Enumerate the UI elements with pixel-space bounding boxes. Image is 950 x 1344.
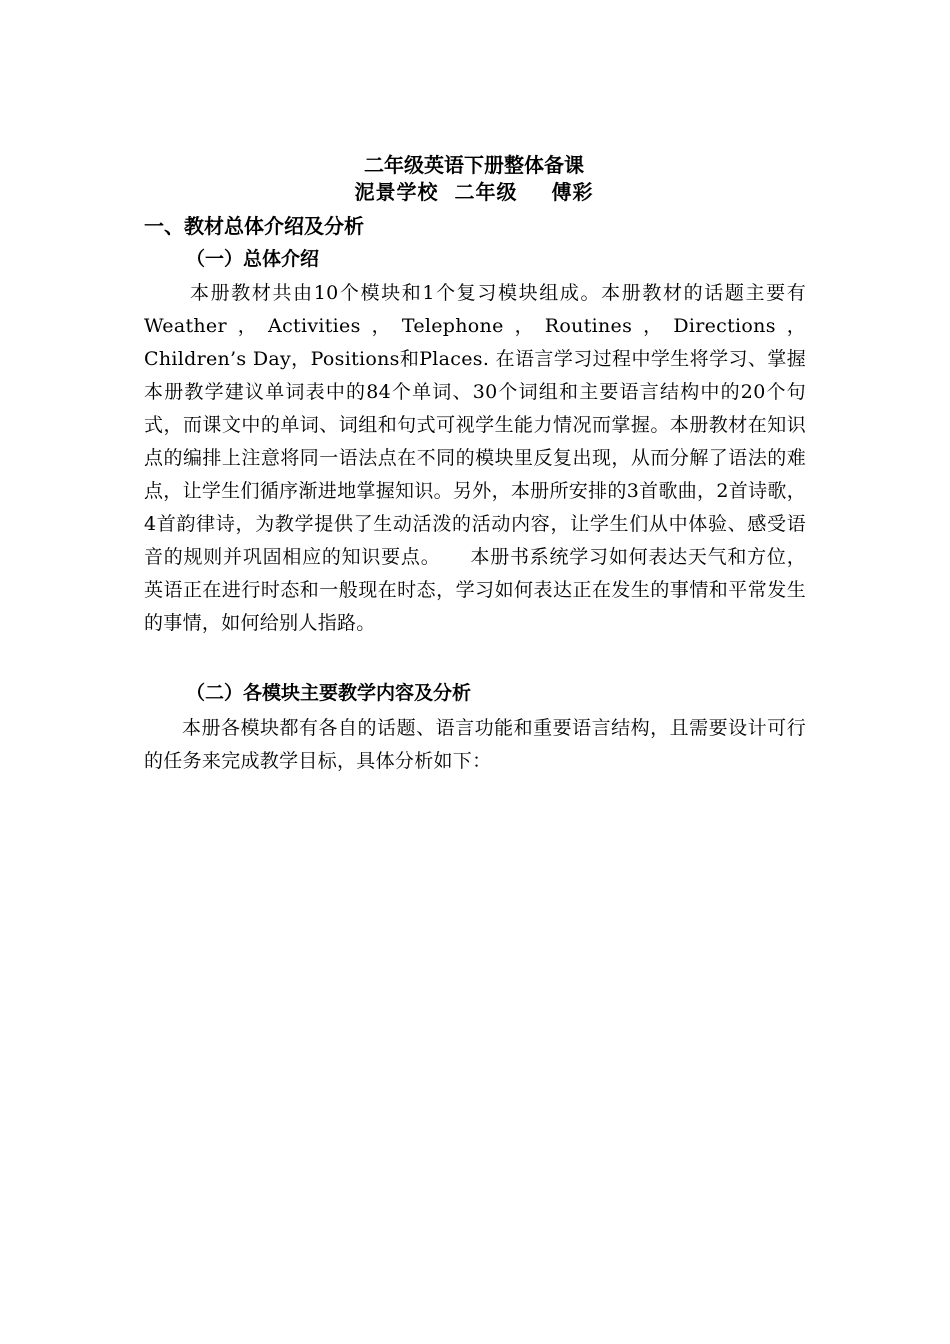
paragraph-module-content: 本册各模块都有各自的话题、语言功能和重要语言结构，且需要设计可行的任务来完成教学目标，具体分析如下：: [144, 717, 806, 772]
subheading-general-intro: （一）总体介绍: [186, 248, 320, 270]
paragraph-general-intro: 本册教材共由10个模块和1个复习模块组成。本册教材的话题主要有Weather，Activities，Telephone，Routines，Directions，Children’s Day，Positions和Places. 在语言学习过程中学生将学习、掌握本册教学建议单词表中的84个单词、30个词组和主要语言结构中的20个句式，而课文中的单词、词组和句式可视学生能力情况而掌握。本册教材在知识点的编排上注意将同一语法点在不同的模块里反复出现，从而分解了语法的难点，让学生们循序渐进地掌握知识。另外，本册所安排的3首歌曲，2首诗歌，4首韵律诗，为教学提供了生动活泼的活动内容，让学生们从中体验、感受语音的规则并巩固相应的知识要点。 本册书系统学习如何表达天气和方位，英语正在进行时态和一般现在时态，学习如何表达正在发生的事情和平常发生的事情，如何给别人指路。: [144, 282, 806, 634]
document-subtitle: [144, 179, 804, 205]
section-heading-overview: 一、教材总体介绍及分析: [144, 214, 364, 238]
subheading-module-content: （二）各模块主要教学内容及分析: [186, 682, 472, 704]
teacher-name: 傅彩: [551, 180, 594, 204]
school-name: 泥景学校: [354, 180, 439, 204]
document-title: 二年级英语下册整体备课: [364, 153, 584, 177]
grade-label: 二年级: [454, 180, 518, 204]
